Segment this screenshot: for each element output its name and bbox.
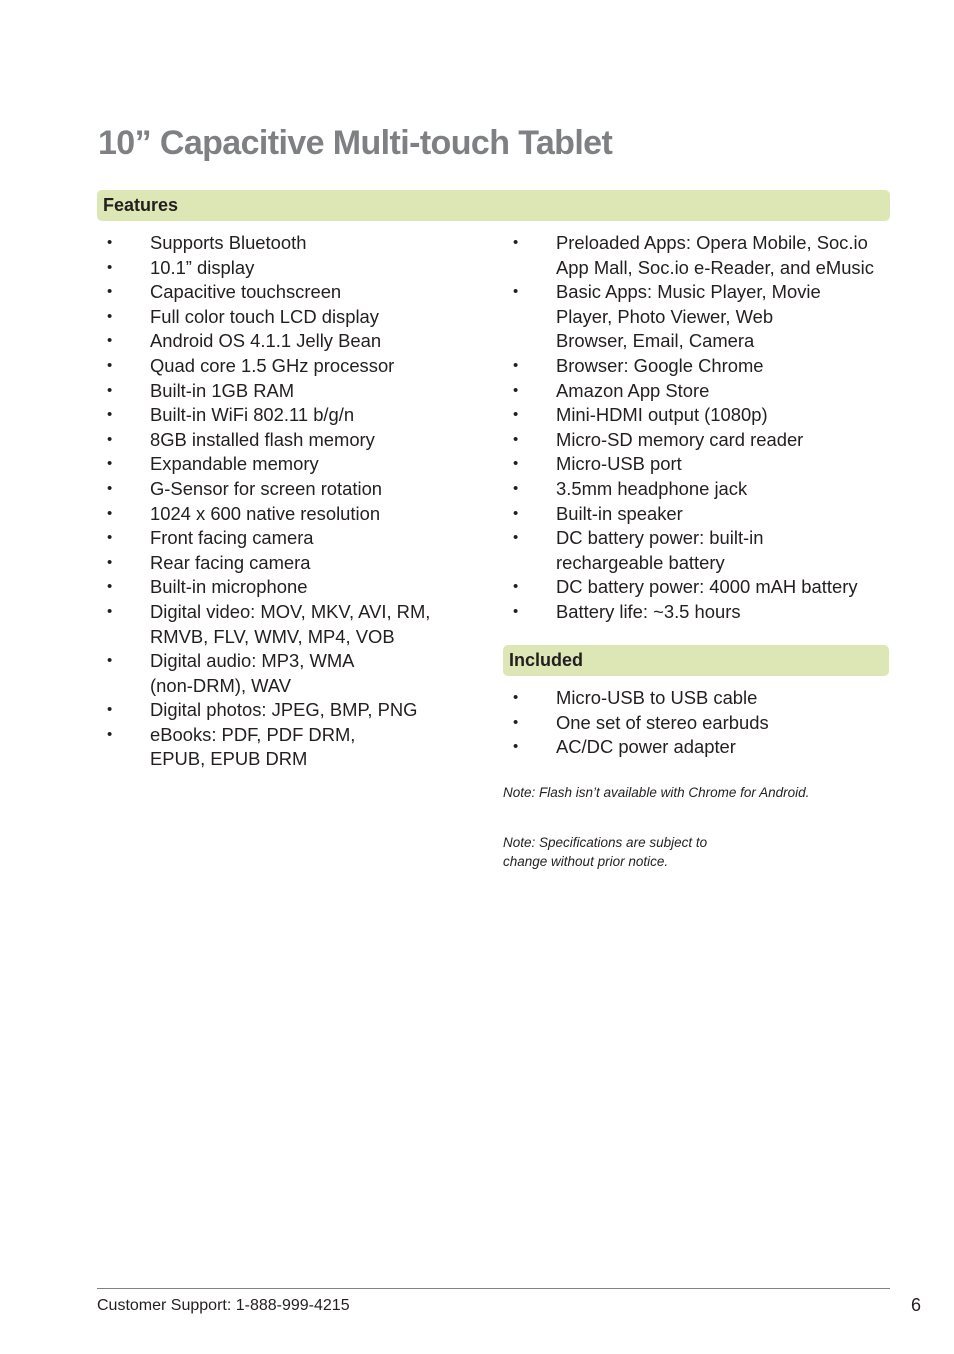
list-item: [98, 502, 478, 527]
list-item: [98, 649, 478, 698]
list-item-text: AC/DC power adapter: [556, 736, 736, 758]
list-item-text: Built-in 1GB RAM: [150, 379, 295, 401]
bullet-icon: •: [107, 430, 113, 448]
list-item-text: DC battery power: built-in: [556, 527, 764, 549]
list-item-text: Mini-HDMI output (1080p): [556, 404, 768, 426]
list-item-text: Capacitive touchscreen: [150, 281, 342, 303]
list-item-text: Micro-USB port: [556, 453, 682, 475]
list-item-text: Browser: Google Chrome: [556, 354, 764, 376]
list-item: [98, 526, 478, 551]
note-flash: Note: Flash isn’t available with Chrome for Android.: [503, 785, 810, 800]
bullet-icon: •: [107, 307, 113, 325]
list-item-text: G-Sensor for screen rotation: [150, 477, 383, 499]
bullet-icon: •: [107, 725, 113, 743]
list-item: [98, 403, 478, 428]
bullet-icon: •: [513, 738, 519, 756]
bullet-icon: •: [107, 652, 113, 670]
list-item: [98, 723, 478, 772]
bullet-icon: •: [513, 529, 519, 547]
bullet-icon: •: [107, 529, 113, 547]
list-item: [504, 428, 890, 453]
list-item-text: Digital video: MOV, MKV, AVI, RM,: [150, 600, 431, 622]
list-item-text: Browser, Email, Camera: [556, 330, 755, 352]
included-heading-bar: [503, 645, 889, 676]
list-item-text: DC battery power: 4000 mAH battery: [556, 576, 858, 598]
bullet-icon: •: [513, 356, 519, 374]
list-item-text: App Mall, Soc.io e-Reader, and eMusic: [556, 256, 874, 278]
list-item: [504, 231, 890, 280]
features-heading-bar: [97, 190, 890, 221]
bullet-icon: •: [513, 479, 519, 497]
bullet-icon: •: [107, 381, 113, 399]
list-item: [98, 256, 478, 281]
features-list-right: [504, 231, 890, 625]
included-heading: Included: [509, 650, 584, 670]
list-item: [98, 305, 478, 330]
bullet-icon: •: [107, 701, 113, 719]
features-heading: Features: [103, 195, 179, 215]
note-specifications: Note: Specifications are subject to change without prior notice.: [503, 835, 708, 869]
bullet-icon: •: [513, 455, 519, 473]
list-item-text: 3.5mm headphone jack: [556, 477, 748, 499]
bullet-icon: •: [107, 406, 113, 424]
bullet-icon: •: [107, 258, 113, 276]
bullet-icon: •: [513, 430, 519, 448]
list-item: [98, 231, 478, 256]
list-item-text: 10.1” display: [150, 256, 255, 278]
list-item: [98, 379, 478, 404]
list-item-text: Built-in WiFi 802.11 b/g/n: [150, 404, 355, 426]
bullet-icon: •: [107, 283, 113, 301]
list-item-text: Preloaded Apps: Opera Mobile, Soc.io: [556, 232, 868, 253]
bullet-icon: •: [513, 578, 519, 596]
bullet-icon: •: [513, 713, 519, 731]
bullet-icon: •: [513, 283, 519, 301]
list-item: [504, 711, 890, 736]
list-item-text: 8GB installed flash memory: [150, 428, 375, 450]
list-item-text: Full color touch LCD display: [150, 305, 379, 327]
list-item-text: rechargeable battery: [556, 551, 725, 573]
list-item-text: EPUB, EPUB DRM: [150, 748, 308, 770]
list-item: [98, 551, 478, 576]
list-item: [504, 600, 890, 625]
list-item: [504, 686, 890, 711]
list-item-text: Battery life: ~3.5 hours: [556, 600, 741, 622]
list-item: [98, 452, 478, 477]
list-item-text: Micro-USB to USB cable: [556, 687, 758, 708]
bullet-icon: •: [107, 504, 113, 522]
list-item-text: Expandable memory: [150, 453, 319, 475]
list-item-text: Android OS 4.1.1 Jelly Bean: [150, 330, 382, 352]
list-item-text: 1024 x 600 native resolution: [150, 502, 381, 524]
list-item: [98, 280, 478, 305]
list-item: [98, 329, 478, 354]
list-item: [504, 575, 890, 600]
list-item-text: Digital audio: MP3, WMA: [150, 650, 355, 672]
bullet-icon: •: [107, 234, 113, 251]
features-list-left: [98, 231, 478, 772]
list-item: [504, 403, 890, 428]
list-item-text: Supports Bluetooth: [150, 232, 307, 253]
list-item: [98, 698, 478, 723]
bullet-icon: •: [107, 553, 113, 571]
page-title: 10” Capacitive Multi-touch Tablet: [98, 124, 613, 162]
list-item: [98, 600, 478, 649]
list-item: [504, 452, 890, 477]
list-item-text: Front facing camera: [150, 527, 314, 549]
bullet-icon: •: [513, 406, 519, 424]
bullet-icon: •: [513, 689, 519, 706]
list-item-text: Basic Apps: Music Player, Movie: [556, 281, 821, 303]
page-number: 6: [911, 1295, 922, 1315]
list-item: [504, 502, 890, 527]
footer-divider: [97, 1288, 890, 1289]
bullet-icon: •: [513, 602, 519, 620]
list-item-text: eBooks: PDF, PDF DRM,: [150, 723, 356, 745]
list-item-text: RMVB, FLV, WMV, MP4, VOB: [150, 625, 395, 647]
list-item-text: Rear facing camera: [150, 551, 311, 573]
list-item: [504, 477, 890, 502]
bullet-icon: •: [107, 479, 113, 497]
list-item: [504, 379, 890, 404]
customer-support: Customer Support: 1-888-999-4215: [97, 1297, 350, 1314]
list-item: [98, 428, 478, 453]
bullet-icon: •: [107, 578, 113, 596]
bullet-icon: •: [107, 332, 113, 350]
list-item: [504, 526, 890, 575]
list-item: [504, 735, 890, 760]
list-item-text: Quad core 1.5 GHz processor: [150, 354, 395, 376]
list-item: [98, 477, 478, 502]
bullet-icon: •: [513, 381, 519, 399]
bullet-icon: •: [107, 602, 113, 620]
list-item-text: Digital photos: JPEG, BMP, PNG: [150, 699, 418, 721]
bullet-icon: •: [513, 504, 519, 522]
bullet-icon: •: [107, 455, 113, 473]
bullet-icon: •: [107, 356, 113, 374]
list-item-text: Built-in microphone: [150, 576, 308, 598]
list-item: [98, 575, 478, 600]
included-list: [504, 686, 890, 760]
list-item-text: (non-DRM), WAV: [150, 674, 291, 696]
list-item-text: Player, Photo Viewer, Web: [556, 305, 774, 327]
list-item: [504, 354, 890, 379]
list-item-text: Micro-SD memory card reader: [556, 428, 804, 450]
list-item: [98, 354, 478, 379]
list-item: [504, 280, 890, 354]
bullet-icon: •: [513, 234, 519, 251]
list-item-text: Built-in speaker: [556, 502, 683, 524]
list-item-text: One set of stereo earbuds: [556, 711, 769, 733]
list-item-text: Amazon App Store: [556, 379, 710, 401]
